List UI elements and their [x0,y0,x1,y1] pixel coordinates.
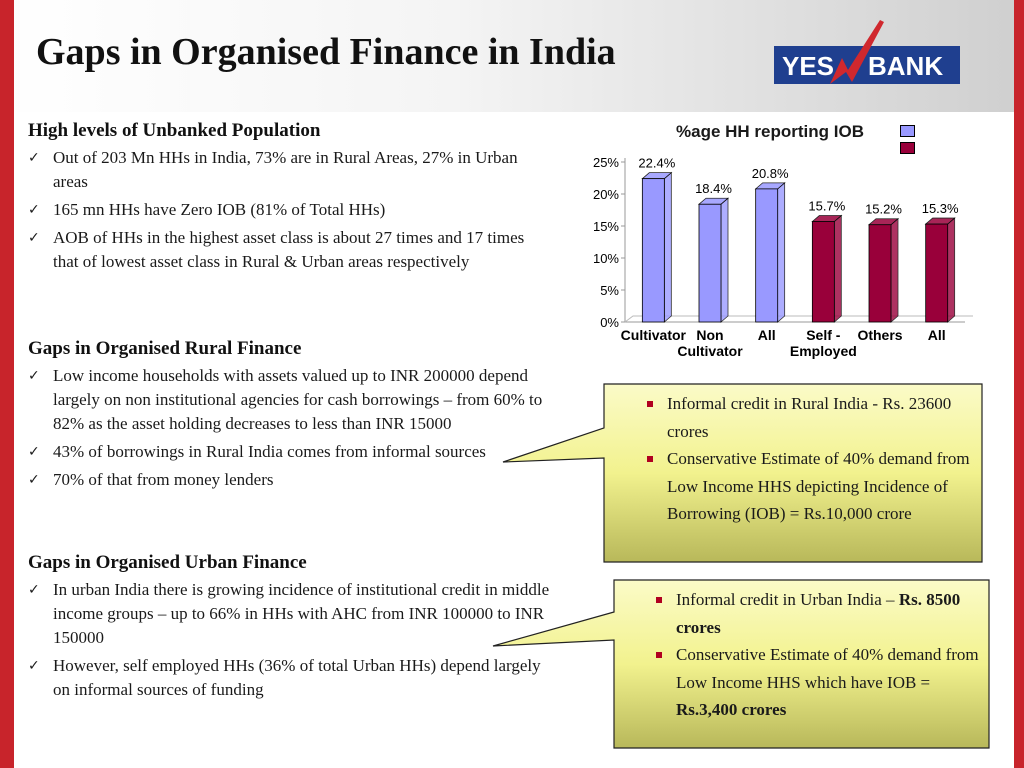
section-heading: Gaps in Organised Urban Finance [28,552,307,573]
list-item: ✓ However, self employed HHs (36% of total Urban HHs) depend largely on informal sources of funding [28,656,541,699]
bullet-square-icon [647,401,653,407]
y-tick-label: 10% [592,251,619,266]
y-tick-label: 0% [600,315,619,330]
y-tick-label: 15% [592,219,619,234]
checkmark-icon: ✓ [28,368,40,384]
logo-text-bank: BANK [868,51,944,81]
bullet-square-icon [647,456,653,462]
callout-item: Informal credit in Urban India – Rs. 8500 crores [652,586,982,641]
list-item: ✓ In urban India there is growing incidence of institutional credit in middle income groups – up to 66% in HHs with AHC from INR 100000 to INR 150000 [28,580,550,647]
data-label: 20.8% [751,165,789,181]
list-item: ✓ 70% of that from money lenders [28,468,553,492]
checkmark-icon: ✓ [28,230,40,246]
callout-item: Conservative Estimate of 40% demand from Low Income HHS depicting Incidence of Borrowing (IOB) = Rs.10,000 crore [643,445,978,528]
y-tick-label: 5% [600,283,619,298]
data-label: 15.7% [808,198,846,214]
category-label: Others [857,327,903,343]
section-heading: Gaps in Organised Rural Finance [28,338,302,359]
list-item: ✓ Out of 203 Mn HHs in India, 73% are in Rural Areas, 27% in Urban areas [28,148,518,191]
category-label: All [927,327,946,343]
list-item: ✓ 165 mn HHs have Zero IOB (81% of Total HHs) [28,198,528,222]
bullet-square-icon [656,652,662,658]
callout-rural [643,390,978,528]
chart-title: %age HH reporting IOB [676,122,864,141]
checkmark-icon: ✓ [28,150,40,166]
category-label: Cultivator [677,343,743,359]
checkmark-icon: ✓ [28,444,40,460]
data-label: 22.4% [638,155,676,171]
category-label: Employed [789,343,857,359]
callout-item: Conservative Estimate of 40% demand from Low Income HHS which have IOB = Rs.3,400 crores [652,641,982,724]
checkmark-icon: ✓ [28,658,40,674]
callout-item: Informal credit in Rural India - Rs. 23600 crores [643,390,978,445]
callout-urban [652,586,982,724]
list-item: ✓ 43% of borrowings in Rural India comes from informal sources [28,440,553,464]
category-label: Non [696,327,724,343]
checkmark-icon: ✓ [28,202,40,218]
data-label: 18.4% [695,181,732,197]
list-item: ✓ AOB of HHs in the highest asset class is about 27 times and 17 times that of lowest asset class in Rural & Urban areas respectively [28,228,525,271]
page-title: Gaps in Organised Finance in India [36,31,616,73]
bullet-square-icon [656,597,662,603]
y-tick-label: 20% [592,187,619,202]
data-label: 15.3% [921,201,959,217]
logo-text-yes: YES [782,51,835,81]
checkmark-icon: ✓ [28,582,40,598]
category-label: Cultivator [620,327,687,343]
section-heading: High levels of Unbanked Population [28,120,321,141]
category-label: All [757,327,776,343]
list-item: ✓ Low income households with assets valued up to INR 200000 depend largely on non institutional agencies for cash borrowings – from 60% to 82% as the asset holding decreases to less than INR 15000 [28,366,543,433]
data-label: 15.2% [865,201,902,217]
y-tick-label: 25% [592,155,619,170]
checkmark-icon: ✓ [28,472,40,488]
category-label: Self - [806,327,841,343]
